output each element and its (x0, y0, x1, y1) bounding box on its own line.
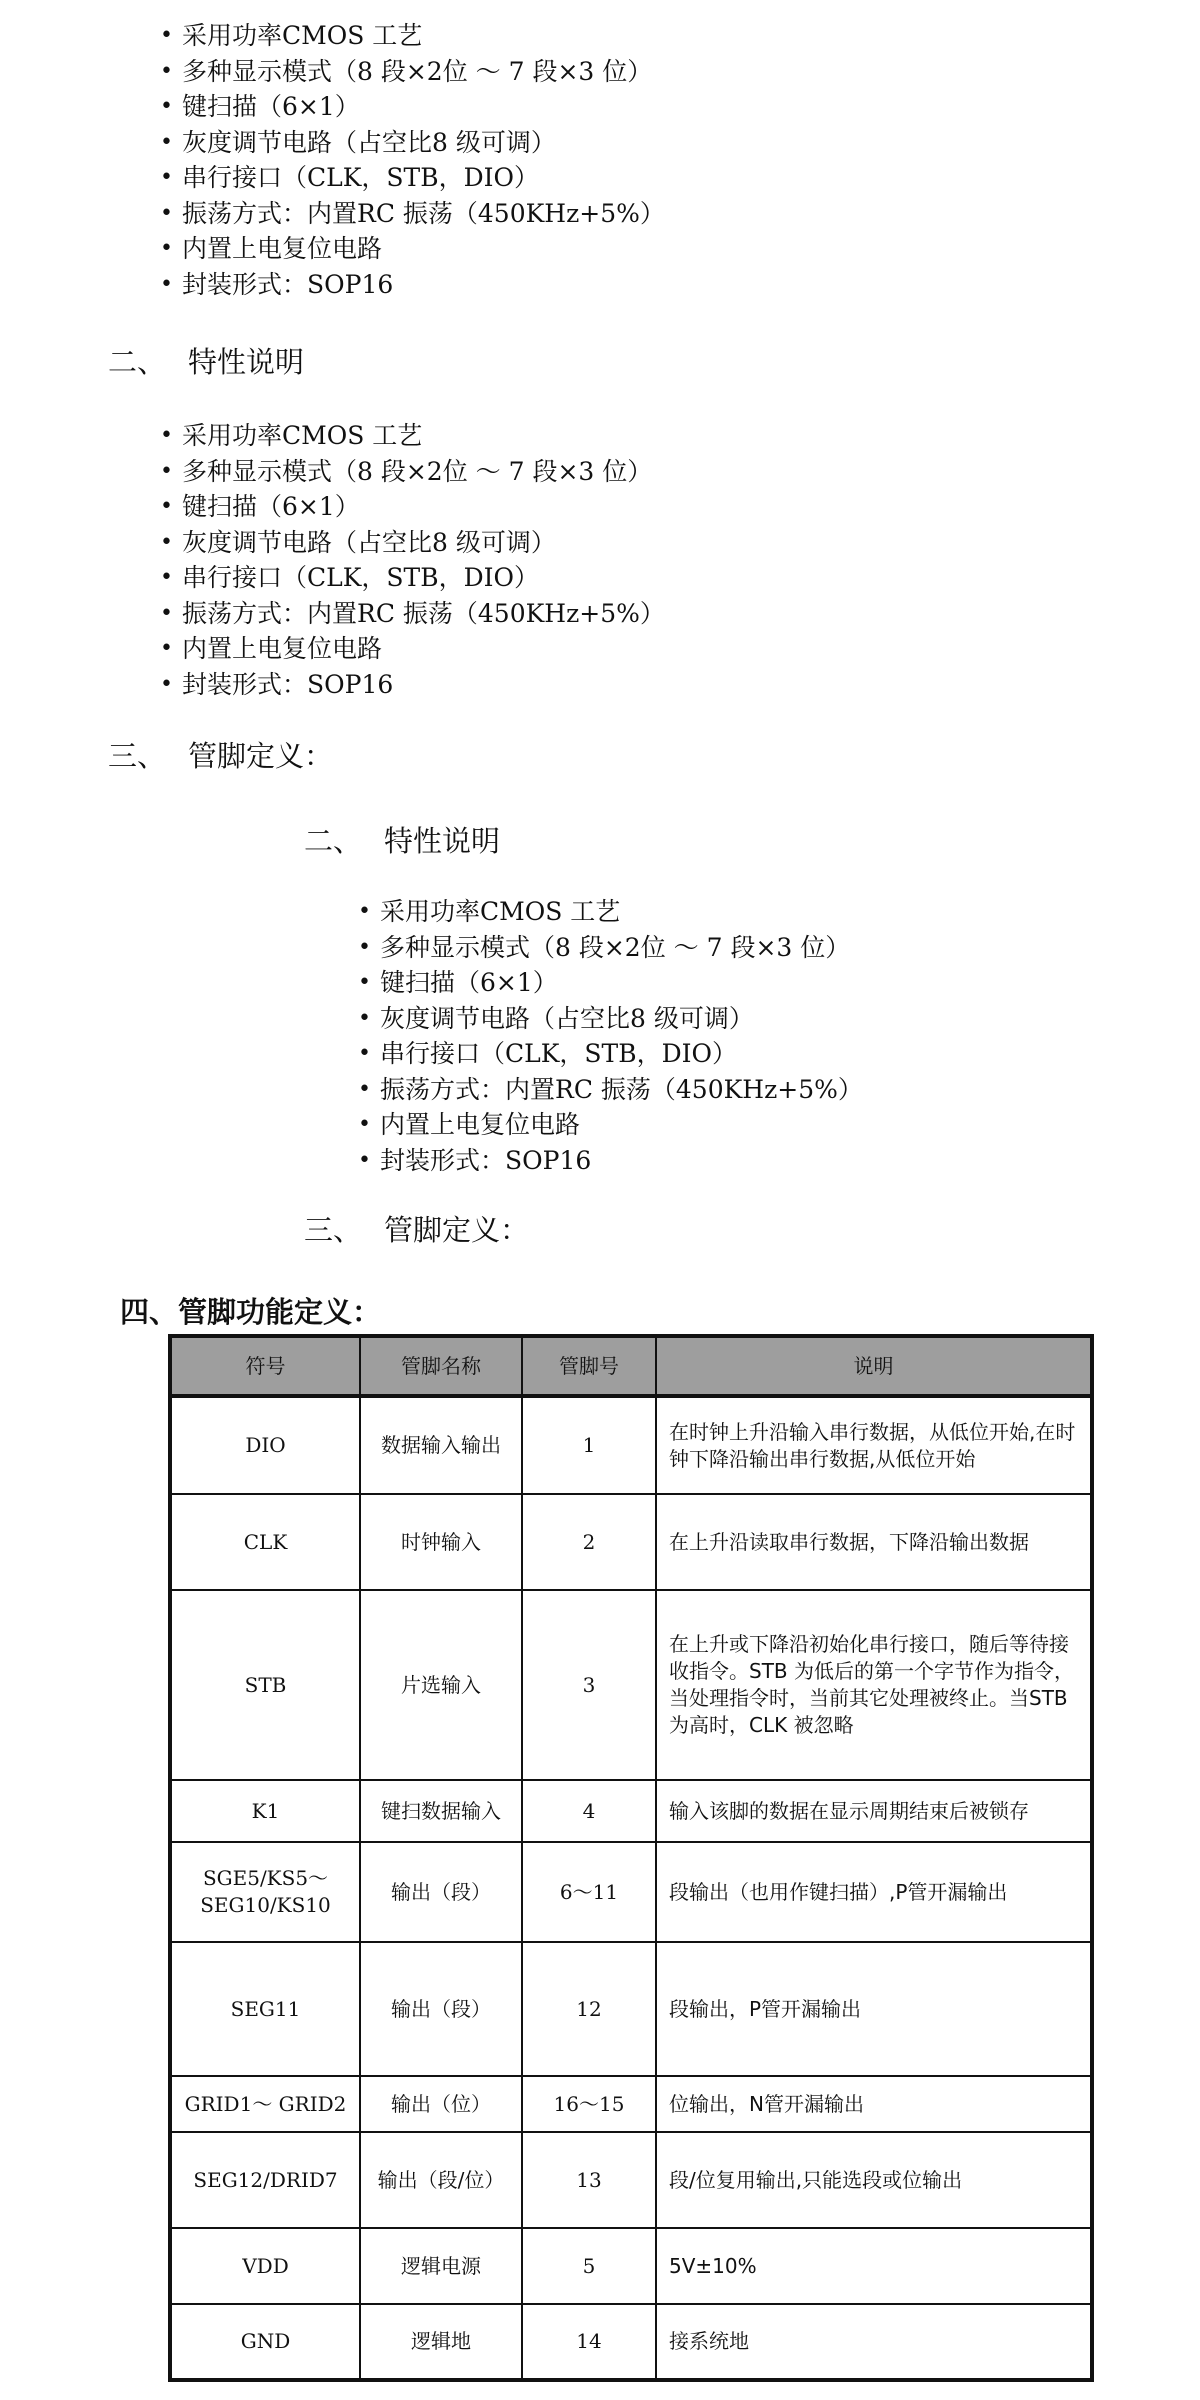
list-item: • 内置上电复位电路 (182, 631, 665, 667)
list-item: • 封装形式：SOP16 (380, 1143, 863, 1179)
list-item: • 灰度调节电路（占空比8 级可调） (380, 1001, 863, 1037)
list-item: • 多种显示模式（8 段×2位 ～ 7 段×3 位） (380, 930, 863, 966)
header-pin-number: 管脚号 (522, 1336, 656, 1396)
cell-symbol: GRID1～ GRID2 (170, 2076, 360, 2132)
list-item: • 键扫描（6×1） (182, 489, 665, 525)
list-item: • 多种显示模式（8 段×2位 ～ 7 段×3 位） (182, 54, 665, 90)
section-heading-pin-definition (304, 1210, 529, 1250)
cell-description: 位输出，N管开漏输出 (656, 2076, 1092, 2132)
list-item: • 键扫描（6×1） (380, 965, 863, 1001)
cell-pin-name: 逻辑地 (360, 2304, 522, 2380)
heading-number: 二、 (304, 824, 363, 858)
table-title: 四、管脚功能定义： (120, 1295, 382, 1329)
list-item: • 内置上电复位电路 (182, 231, 665, 267)
cell-pin-name: 逻辑电源 (360, 2228, 522, 2304)
cell-symbol: K1 (170, 1780, 360, 1842)
table-row (170, 2304, 1092, 2380)
table-row (170, 1590, 1092, 1780)
table-row (170, 1396, 1092, 1494)
list-item: • 键扫描（6×1） (182, 89, 665, 125)
cell-symbol: GND (170, 2304, 360, 2380)
header-pin-name: 管脚名称 (360, 1336, 522, 1396)
list-item: • 振荡方式：内置RC 振荡（450KHz+5%） (182, 596, 665, 632)
cell-pin-number: 4 (522, 1780, 656, 1842)
list-item: • 封装形式：SOP16 (182, 667, 665, 703)
cell-pin-name: 片选输入 (360, 1590, 522, 1780)
table-row (170, 2076, 1092, 2132)
header-description: 说明 (656, 1336, 1092, 1396)
cell-pin-number: 13 (522, 2132, 656, 2228)
cell-pin-number: 16～15 (522, 2076, 656, 2132)
cell-pin-name: 键扫数据输入 (360, 1780, 522, 1842)
feature-list-middle (182, 418, 665, 702)
list-item: • 灰度调节电路（占空比8 级可调） (182, 525, 665, 561)
heading-number: 三、 (108, 739, 167, 773)
list-item: • 振荡方式：内置RC 振荡（450KHz+5%） (380, 1072, 863, 1108)
cell-pin-name: 输出（段） (360, 1842, 522, 1942)
pin-function-table (168, 1334, 1094, 2382)
cell-symbol: SGE5/KS5～SEG10/KS10 (170, 1842, 360, 1942)
cell-pin-name: 输出（段/位） (360, 2132, 522, 2228)
heading-text: 管脚定义： (188, 739, 334, 773)
heading-text: 特性说明 (188, 345, 305, 379)
list-item: • 灰度调节电路（占空比8 级可调） (182, 125, 665, 161)
list-item: • 串行接口（CLK，STB，DIO） (182, 560, 665, 596)
list-item: • 串行接口（CLK，STB，DIO） (182, 160, 665, 196)
list-item: • 内置上电复位电路 (380, 1107, 863, 1143)
table-row (170, 1494, 1092, 1590)
table-row (170, 1942, 1092, 2076)
cell-pin-name: 输出（位） (360, 2076, 522, 2132)
cell-symbol: SEG11 (170, 1942, 360, 2076)
cell-description: 在时钟上升沿输入串行数据，从低位开始,在时钟下降沿输出串行数据,从低位开始 (656, 1396, 1092, 1494)
heading-text: 特性说明 (384, 824, 501, 858)
cell-description: 段输出（也用作键扫描）,P管开漏输出 (656, 1842, 1092, 1942)
cell-pin-name: 时钟输入 (360, 1494, 522, 1590)
heading-number: 三、 (304, 1213, 363, 1247)
heading-number: 二、 (108, 345, 167, 379)
cell-symbol: DIO (170, 1396, 360, 1494)
table-row (170, 1842, 1092, 1942)
cell-pin-number: 6～11 (522, 1842, 656, 1942)
cell-pin-number: 1 (522, 1396, 656, 1494)
header-symbol: 符号 (170, 1336, 360, 1396)
cell-symbol: STB (170, 1590, 360, 1780)
cell-pin-name: 输出（段） (360, 1942, 522, 2076)
table-row (170, 2132, 1092, 2228)
cell-pin-name: 数据输入输出 (360, 1396, 522, 1494)
cell-description: 段输出，P管开漏输出 (656, 1942, 1092, 2076)
feature-list-indented (380, 894, 863, 1178)
feature-list-top (182, 18, 665, 302)
cell-description: 输入该脚的数据在显示周期结束后被锁存 (656, 1780, 1092, 1842)
table-row (170, 2228, 1092, 2304)
list-item: • 封装形式：SOP16 (182, 267, 665, 303)
cell-description: 段/位复用输出,只能选段或位输出 (656, 2132, 1092, 2228)
section-heading-features (304, 821, 500, 861)
list-item: • 串行接口（CLK，STB，DIO） (380, 1036, 863, 1072)
cell-symbol: CLK (170, 1494, 360, 1590)
section-heading-features (108, 342, 304, 382)
list-item: • 采用功率CMOS 工艺 (182, 418, 665, 454)
heading-text: 管脚定义： (384, 1213, 530, 1247)
cell-pin-number: 2 (522, 1494, 656, 1590)
list-item: • 振荡方式：内置RC 振荡（450KHz+5%） (182, 196, 665, 232)
cell-description: 接系统地 (656, 2304, 1092, 2380)
section-heading-pin-definition (108, 736, 333, 776)
cell-pin-number: 3 (522, 1590, 656, 1780)
cell-pin-number: 5 (522, 2228, 656, 2304)
cell-symbol: SEG12/DRID7 (170, 2132, 360, 2228)
cell-description: 在上升或下降沿初始化串行接口，随后等待接收指令。STB 为低后的第一个字节作为指令，当处理指令时，当前其它处理被终止。当STB 为高时，CLK 被忽略 (656, 1590, 1092, 1780)
list-item: • 采用功率CMOS 工艺 (380, 894, 863, 930)
list-item: • 多种显示模式（8 段×2位 ～ 7 段×3 位） (182, 454, 665, 490)
cell-description: 在上升沿读取串行数据，下降沿输出数据 (656, 1494, 1092, 1590)
cell-pin-number: 12 (522, 1942, 656, 2076)
table-header-row (170, 1336, 1092, 1396)
cell-pin-number: 14 (522, 2304, 656, 2380)
cell-symbol: VDD (170, 2228, 360, 2304)
list-item: • 采用功率CMOS 工艺 (182, 18, 665, 54)
table-row (170, 1780, 1092, 1842)
cell-description: 5V±10% (656, 2228, 1092, 2304)
